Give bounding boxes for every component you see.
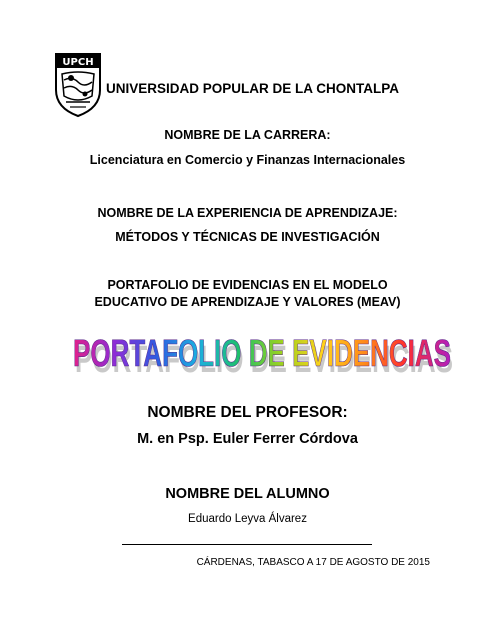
experience-value: MÉTODOS Y TÉCNICAS DE INVESTIGACIÓN (115, 230, 380, 244)
professor-label: NOMBRE DEL PROFESOR: (147, 404, 348, 421)
student-label: NOMBRE DEL ALUMNO (165, 486, 330, 502)
professor-value: M. en Psp. Euler Ferrer Córdova (137, 431, 358, 447)
experience-label: NOMBRE DE LA EXPERIENCIA DE APRENDIZAJE: (97, 206, 398, 220)
signature-line (122, 544, 372, 545)
career-label: NOMBRE DE LA CARRERA: (164, 128, 331, 142)
portfolio-line-2: EDUCATIVO DE APRENDIZAJE Y VALORES (MEAV) (94, 295, 401, 309)
university-seal-logo (52, 52, 104, 118)
student-value: Eduardo Leyva Álvarez (188, 513, 307, 525)
portfolio-line-1: PORTAFOLIO DE EVIDENCIAS EN EL MODELO (107, 278, 388, 292)
career-value: Licenciatura en Comercio y Finanzas Internacionales (89, 153, 406, 167)
university-name: UNIVERSIDAD POPULAR DE LA CHONTALPA (106, 81, 400, 96)
svg-text:UPCH: UPCH (62, 57, 94, 68)
place-date: CÁRDENAS, TABASCO A 17 DE AGOSTO DE 2015 (196, 557, 430, 568)
portfolio-wordart-banner (68, 322, 458, 378)
banner-text: PORTAFOLIO DE EVIDENCIAS (73, 333, 451, 375)
banner-shadow-text: PORTAFOLIO DE EVIDENCIAS (75, 339, 453, 378)
